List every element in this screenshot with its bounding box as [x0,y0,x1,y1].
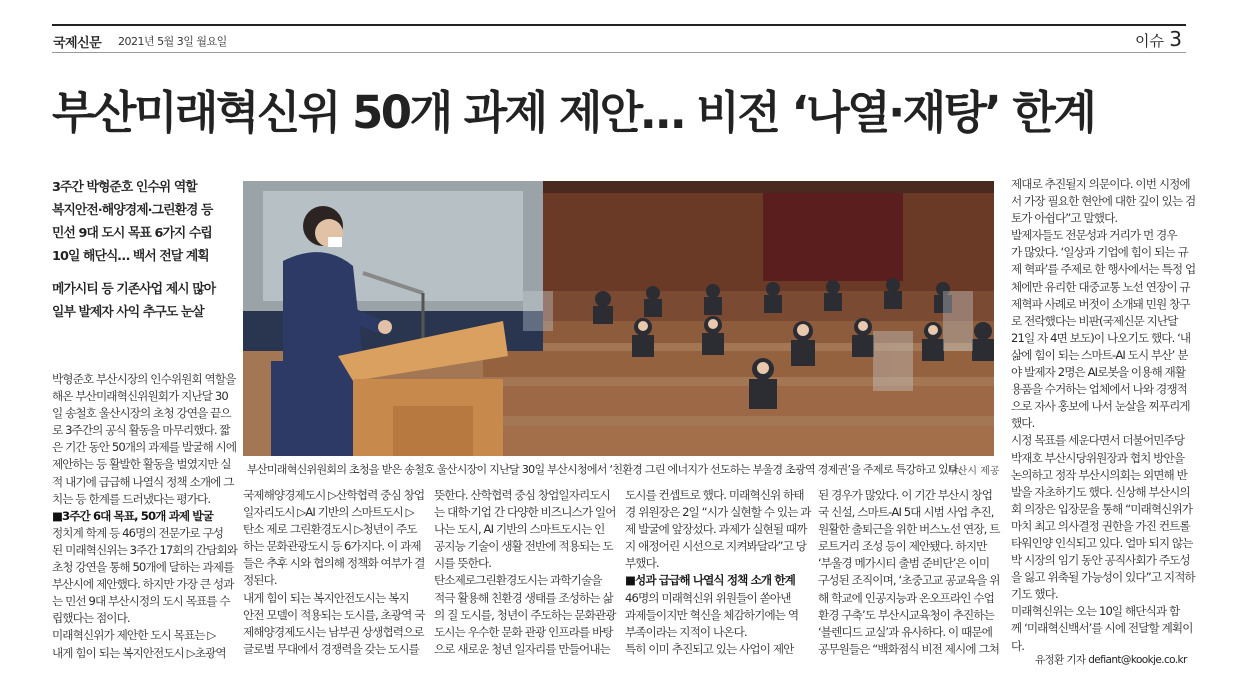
body-text-line: 타워인양 인식되고 있다. 얼마 되지 않는 [1011,535,1193,550]
body-text-line: 일자리도시 ▷AI 기반의 스마트도시 ▷ [243,505,414,520]
body-text-line: 박재호 부산시당위원장과 협치 방안을 [1011,450,1185,465]
body-column-5 [818,487,998,658]
deck-line: 복지안전·해양경제·그린환경 등 [52,203,213,218]
body-text-line: 정치계 학계 등 46명의 전문가로 구성 [52,525,224,540]
page-number: 3 [1169,27,1182,51]
body-text-line: 제 혁파’를 주제로 한 행사에서는 특정 업 [1011,262,1196,277]
deck-line: 메가시티 등 기존사업 제시 많아 [52,282,216,297]
body-text-line: 부산시에 제안했다. 하지만 가장 큰 성과 [52,577,234,592]
body-text-line: 치는 등 한계를 드러냈다는 평가다. [52,491,211,506]
lecture-scene-illustration [243,181,994,456]
body-text-line: 나는 도시, AI 기반의 스마트도시는 인 [434,522,605,537]
body-text-line: 도시는 우수한 문화 관광 인프라를 바탕 [434,624,613,639]
body-text-line: 로 전락했다는 비판(국제신문 지난달 [1011,313,1178,328]
body-text-line: 용품을 수거하는 업체에서 나와 경쟁적 [1011,382,1187,397]
body-text-line: 께 ‘미래혁신백서’를 시에 전달할 계획이 [1011,621,1193,636]
body-text-line: 지 애정어린 시선으로 지켜봐달라”고 당 [625,539,807,554]
body-text-line: 된 경우가 많았다. 이 기간 부산시 창업 [818,488,992,502]
body-text-line: 제대로 추진될지 의문이다. 이번 시정에 [1011,177,1190,191]
section-label: 이슈 [1135,32,1164,50]
body-text-line: 발을 자초하기도 했다. 신상해 부산시의 [1011,484,1190,499]
body-text-line: 내게 힘이 되는 복지안전도시 ▷초광역 [52,645,226,660]
body-text-line: ‘부울경 메가시티 출범 준비단’은 이미 [818,556,990,571]
photo-credit: 부산시 제공 [948,466,1000,477]
body-text-line: 박형준호 부산시장의 인수위원회 역할을 [52,372,236,386]
subhead-line: ■3주간 6대 목표, 50개 과제 발굴 [52,508,213,523]
body-text-line: 가 많았다. ‘일상과 기업에 힘이 되는 규 [1011,245,1188,260]
body-text-line: 적 내기에 급급해 나열식 정책 소개에 그 [52,474,234,489]
body-text-line: 로트거리 조성 등이 제안됐다. 하지만 [818,539,987,554]
body-text-line: 국제해양경제도시 ▷산학협력 중심 창업 [243,488,425,502]
body-text-line: 된 미래혁신위는 3주간 17회의 간담회와 [52,542,238,557]
body-text-line: 탄소제로그린환경도시는 과학기술을 [434,573,602,588]
body-text-line: 논의하고 정작 부산시의회는 외면해 반 [1011,467,1187,482]
deck-line: 3주간 박형준호 인수위 역할 [52,180,197,195]
body-text-line: 제안하는 등 활발한 활동을 벌였지만 실 [52,457,231,472]
body-text-line: 야 발제자 2명은 AI로봇을 이용해 재활 [1011,365,1186,380]
deck-line: 일부 발제자 사익 추구도 눈살 [52,305,204,320]
body-text-line: 립했다는 점이다. [52,611,130,626]
header-rule [52,24,1186,26]
newspaper-name: 국제신문 [53,36,102,51]
byline: 유정환 기자 defiant@kookje.co.kr [1035,654,1187,666]
body-text-line: 미래혁신위가 제안한 도시 목표는 ▷ [52,628,216,643]
body-text-line: 의 질 도시를, 청년이 주도하는 문화관광 [434,607,616,622]
body-text-line: 공무원들은 “백화점식 비전 제시에 그쳐 [818,641,1000,656]
body-text-line: ‘블렌디드 교실’과 유사하다. 이 때문에 [818,624,992,639]
body-text-line: 적극 활용해 친환경 생태를 조성하는 삶 [434,590,613,605]
body-text-line: 21일 자 4면 보도)이 나오기도 했다. ‘내 [1011,330,1191,345]
body-text-line: 기도 했다. [1011,587,1058,602]
body-text-line: 공지능 기술이 생활 전반에 적용되는 도 [434,539,613,554]
body-column-3 [434,487,614,658]
deck-line: 민선 9대 도시 목표 6가지 수립 [52,226,212,241]
subhead-line: ■성과 급급해 나열식 정책 소개 한계 [625,573,795,588]
body-text-line: 발제자들도 전문성과 거리가 먼 경우 [1011,228,1177,243]
body-text-line: 제해양경제도시는 남부권 상생협력으로 [243,624,424,639]
body-text-line: 해온 부산미래혁신위원회가 지난달 30 [52,389,228,404]
body-text-line: 다. [1011,638,1025,653]
body-text-line: 시를 뜻한다. [434,556,492,571]
body-text-line: 시정 목표를 세운다면서 더불어민주당 [1011,433,1185,448]
body-text-line: 특히 이미 추진되고 있는 사업이 제안 [625,641,794,656]
body-text-line: 삶에 힘이 되는 스마트-AI 도시 부산’ 분 [1011,347,1188,362]
body-text-line: 으로 새로운 청년 일자리를 만들어내는 [434,641,610,656]
body-text-line: 경 위원장은 2일 “시가 실현할 수 있는 과 [625,505,811,520]
body-text-line: 했다. [1011,416,1035,431]
body-text-line: 을 잃고 위축될 가능성이 있다”고 지적하 [1011,570,1195,585]
body-text-line: 은 기간 동안 50개의 과제를 발굴해 시에 [52,440,237,455]
body-text-line: 들은 추후 시와 협의해 정책화 여부가 결 [243,556,425,571]
body-text-line: 안전 모델이 적용되는 도시를, 초광역 국 [243,607,425,622]
body-text-line: 과제들이지만 혁신을 체감하기에는 역 [625,607,799,622]
body-text-line: 글로벌 무대에서 경쟁력을 갖는 도시를 [243,641,419,656]
body-text-line: 는 대학·기업 간 다양한 비즈니스가 일어 [434,505,616,520]
body-text-line: 탄소 제로 그린환경도시 ▷청년이 주도 [243,522,417,537]
body-text-line: 토가 아쉽다”고 말했다. [1011,211,1118,226]
body-text-line: 일 송철호 울산시장의 초청 강연을 끝으 [52,406,231,421]
photo-caption: 부산미래혁신위원회의 초청을 받은 송철호 울산시장이 지난달 30일 부산시청에서 ‘친환경 그린 에너지가 선도하는 부울경 초광역 경제권’을 주제로 특강하고 있다. [247,463,961,476]
body-text-line: 회 의장은 입장문을 통해 “미래혁신위가 [1011,501,1193,516]
body-text-line: 마치 최고 의사결정 권한을 가진 컨트롤 [1011,518,1190,533]
issue-date: 2021년 5월 3일 월요일 [118,35,227,48]
body-text-line: 서 가장 필요한 현안에 대한 깊이 있는 검 [1011,194,1196,209]
body-text-line: 초청 강연을 통해 50개에 달하는 과제를 [52,560,234,575]
body-text-line: 뜻한다. 산학협력 중심 창업일자리도시 [434,488,610,502]
body-text-line: 구성된 조직이며, ‘초중고교 공교육을 위 [818,573,1000,588]
body-column-2 [243,487,423,658]
body-text-line: 46명의 미래혁신위 위원들이 쏟아낸 [625,590,791,605]
body-text-line: 는 민선 9대 부산시정의 도시 목표를 수 [52,594,230,609]
body-text-line: 제 발굴에 앞장섰다. 과제가 실현될 때까 [625,522,807,537]
body-text-line: 정된다. [243,573,277,588]
body-text-line: 국 신설, 스마트-AI 5대 시범 사업 추진, [818,505,994,520]
body-text-line: 부족이라는 지적이 나온다. [625,624,747,639]
body-text-line: 해 학교에 인공지능과 온오프라인 수업 [818,590,994,605]
body-text-line: 으로 자사 홍보에 나서 눈살을 찌푸리게 [1011,399,1190,414]
body-text-line: 원활한 출퇴근을 위한 버스노선 연장, 트 [818,522,1000,537]
news-photo [243,181,994,456]
body-text-line: 하는 문화관광도시 등 6가지다. 이 과제 [243,539,421,554]
body-text-line: 미래혁신위는 오는 10일 해단식과 함 [1011,604,1180,619]
body-column-4 [625,487,811,658]
headline: 부산미래혁신위 50개 과제 제안… 비전 ‘나열·재탕’ 한계 [52,86,1095,139]
body-text-line: 제혁파 사례로 버젓이 소개돼 민원 창구 [1011,296,1190,311]
body-text-line: 환경 구축’도 부산시교육청이 추진하는 [818,607,994,622]
body-column-1 [52,371,238,662]
body-text-line: 부했다. [625,556,659,571]
body-text-line: 로 3주간의 공식 활동을 마무리했다. 짧 [52,423,230,438]
body-text-line: 내게 힘이 되는 복지안전도시는 복지 [243,590,409,605]
body-text-line: 체에만 유리한 대중교통 노선 연장이 규 [1011,279,1190,294]
body-column-6 [1011,176,1196,655]
deck-line: 10일 해단식… 백서 전달 계획 [52,249,209,264]
body-text-line: 박 시장의 임기 동안 공직사회가 주도성 [1011,553,1190,568]
body-text-line: 도시를 컨셉트로 했다. 미래혁신위 하태 [625,488,804,502]
header-rule-thin [52,52,1186,53]
